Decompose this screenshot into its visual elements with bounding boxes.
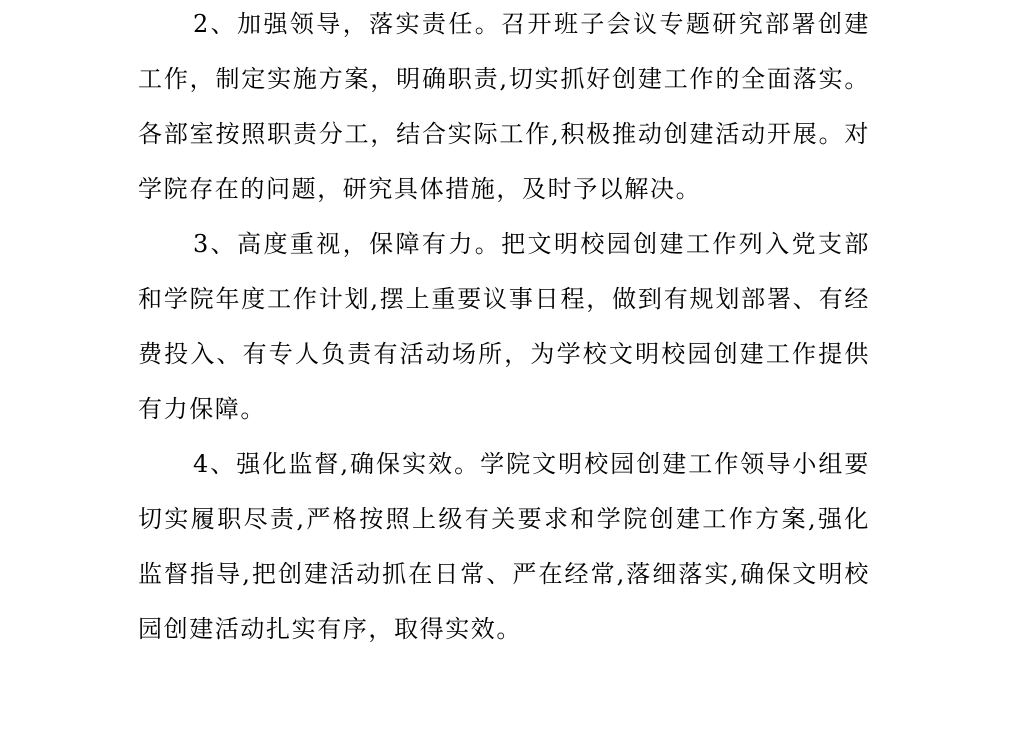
paragraph-leadership: 2、加强领导，落实责任。召开班子会议专题研究部署创建工作，制定实施方案，明确职责,切实抓好创建工作的全面落实。各部室按照职责分工，结合实际工作,积极推动创建活动开展。对学院存在的问题，研究具体措施，及时予以解决。 xyxy=(138,10,870,203)
paragraph-supervision: 4、强化监督,确保实效。学院文明校园创建工作领导小组要切实履职尽责,严格按照上级有关要求和学院创建工作方案,强化监督指导,把创建活动抓在日常、严在经常,落细落实,确保文明校园创建活动扎实有序，取得实效。 xyxy=(138,450,870,643)
paragraph-guarantee: 3、高度重视，保障有力。把文明校园创建工作列入党支部和学院年度工作计划,摆上重要议事日程，做到有规划部署、有经费投入、有专人负责有活动场所，为学校文明校园创建工作提供有力保障。 xyxy=(138,230,870,423)
document-body xyxy=(138,0,870,657)
